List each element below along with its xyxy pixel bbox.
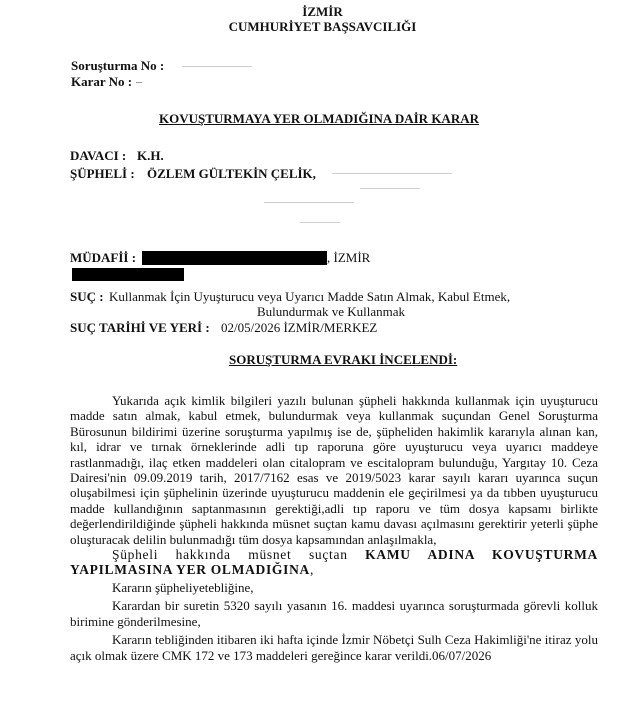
appeal-paragraph: Kararın tebliğinden itibaren iki hafta içinde İzmir Nöbetçi Sulh Ceza Hakimliği'ne itiraz yolu açık olmak üzere CMK 172 ve 173 maddeleri gereğince karar verildi.06/07/2026 [70,632,598,663]
crime-date-place-label: SUÇ TARİHİ VE YERİ : [70,320,210,335]
counsel-city: , İZMİR [327,250,371,265]
redaction-smudge [136,82,142,83]
redaction-smudge [360,188,420,189]
redaction-smudge [332,173,452,174]
decision-no-label: Karar No : [71,74,133,89]
suspect-label: ŞÜPHELİ : [70,166,135,181]
redaction-smudge [264,202,354,203]
decision-prefix: Şüpheli hakkında müsnet suçtan [112,547,366,563]
redaction-smudge [300,222,340,223]
section-heading: SORUŞTURMA EVRAKI İNCELENDİ: [229,352,458,367]
counsel-label: MÜDAFİİ : [70,250,137,265]
header-office: CUMHURİYET BAŞSAVCILIĞI [228,19,417,34]
redaction-bar [142,251,327,265]
crime-line-2: Bulundurmak ve Kullanmak [257,304,406,319]
decision-suffix: , [309,562,314,578]
decision-body [70,393,598,663]
suspect-value: ÖZLEM GÜLTEKİN ÇELİK, [147,166,316,181]
redaction-smudge [182,66,252,67]
crime-date-place-value: 02/05/2026 İZMİR/MERKEZ [221,320,378,335]
decision-verdict: KAMU ADINA KOVUŞTURMA YAPILMASINA YER OLMADIĞINA [70,547,598,578]
header-city: İZMİR [302,4,343,19]
document-title: KOVUŞTURMAYA YER OLMADIĞINA DAİR KARAR [159,111,479,126]
investigation-no-label: Soruşturma No : [71,58,165,73]
decision-paragraph [70,547,598,578]
reasoning-paragraph: Yukarıda açık kimlik bilgileri yazılı bulunan şüpheli hakkında kullanmak için uyuşturucu madde satın almak, kabul etmek, bulundurmak veya kullanmak suçundan Genel Soruşturma Bürosunun bildirimi üzerine soruşturma yapılmış ise de, şüpheliden hakimlik kararıyla alınan kan, kıl, idrar ve tırnak örneklerinde adli tıp raporuna göre uyuşturucu veya uyarıcı maddeye rastlanmadığı, ilaç etken maddeleri olan citalopram ve escitalopram bulunduğu, Yargıtay 10. Ceza Dairesi'nin 09.09.2019 tarih, 2017/7162 esas ve 2019/5023 karar sayılı kararı uyarınca suçun oluşabilmesi için şüphelinin üzerinde uyuşturucu maddenin ele geçirilmesi ya da tıbben uyuşturucu madde kullandığının saptanmasının gerektiği,adli tıp raporu ve tüm dosya kapsamı birlikte değerlendirildiğinde şüpheli hakkında müsnet suçtan kamu davası açılmasını gerektirir yeterli şüphe oluşturacak delilin bulunmadığı tüm dosya kapsamından anlaşılmakla, [70,393,598,547]
plaintiff-label: DAVACI : [70,148,127,163]
plaintiff-value: K.H. [137,148,164,163]
crime-line-1: Kullanmak İçin Uyuşturucu veya Uyarıcı Madde Satın Almak, Kabul Etmek, [109,289,511,304]
redaction-bar [72,268,184,281]
notify-paragraph: Kararın şüpheliyetebliğine, [112,579,254,595]
copy-send-paragraph: Karardan bir suretin 5320 sayılı yasanın 16. maddesi uyarınca soruşturmada görevli kolluk birimine gönderilmesine, [70,598,598,629]
crime-label: SUÇ : [70,289,104,304]
